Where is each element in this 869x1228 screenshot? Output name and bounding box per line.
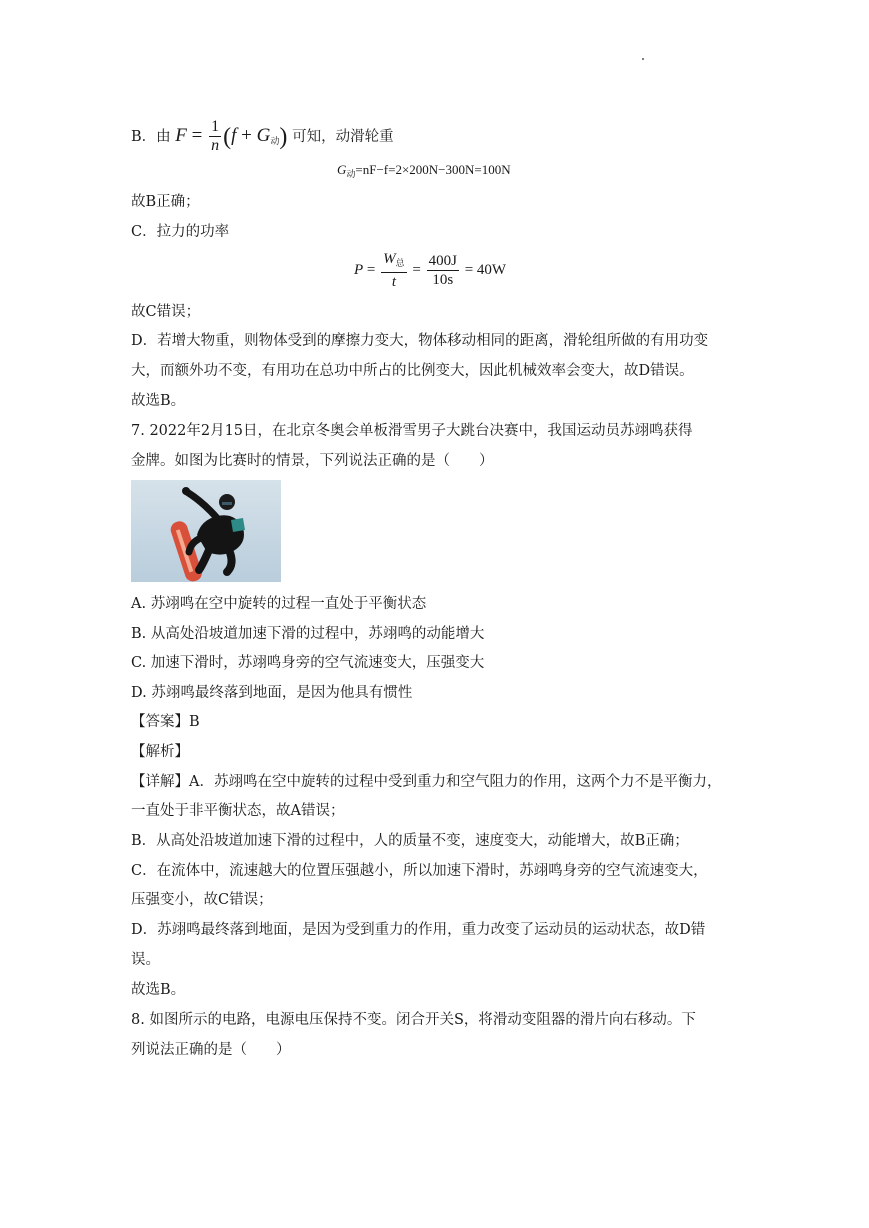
choose-b-line: 故选B。 (131, 393, 186, 409)
detail-line-4: C．在流体中，流速越大的位置压强越小，所以加速下滑时，苏翊鸣身旁的空气流速变大， (131, 863, 708, 879)
question-7-line-1: 7. 2022年2月15日，在北京冬奥会单板滑雪男子大跳台决赛中，我国运动员苏翊鸣获得 (131, 423, 693, 439)
part-b-tail: 可知，动滑轮重 (292, 128, 394, 145)
choose-b-line-2: 故选B。 (131, 982, 186, 998)
snowboarder-photo (131, 480, 281, 582)
detail-line-6: D．苏翊鸣最终落到地面，是因为受到重力的作用，重力改变了运动员的运动状态，故D错 (131, 922, 706, 938)
part-b-line (131, 118, 394, 155)
detail-line-1: 【详解】A．苏翊鸣在空中旋转的过程中受到重力和空气阻力的作用，这两个力不是平衡力， (131, 774, 722, 790)
part-b-formula: F = $\frac{1}{n}$ $(f + G_动)$ (175, 118, 288, 154)
part-b-equation: $G_动=nF-f=2\times 200N-300N=100N$ (337, 162, 511, 179)
question-7-option-b: B. 从高处沿坡道加速下滑的过程中，苏翊鸣的动能增大 (131, 626, 485, 642)
detail-line-7: 误。 (131, 952, 160, 968)
part-b-label: B．由 (131, 128, 171, 145)
answer-line: 【答案】B (131, 714, 200, 730)
part-c-conclusion: 故C错误； (131, 304, 201, 320)
part-d-line-2: 大，而额外功不变，有用功在总功中所占的比例变大，因此机械效率会变大，故D错误。 (131, 363, 694, 379)
question-7-option-c: C. 加速下滑时，苏翊鸣身旁的空气流速变大，压强变大 (131, 655, 485, 671)
question-8-line-2: 列说法正确的是（ ） (131, 1042, 291, 1058)
detail-line-3: B．从高处沿坡道加速下滑的过程中，人的质量不变，速度变大，动能增大，故B正确； (131, 833, 689, 849)
question-7-option-a: A. 苏翊鸣在空中旋转的过程一直处于平衡状态 (131, 596, 427, 612)
detail-line-2: 一直处于非平衡状态，故A错误； (131, 803, 345, 819)
question-7-option-d: D. 苏翊鸣最终落到地面，是因为他具有惯性 (131, 685, 413, 701)
part-c-label: C．拉力的功率 (131, 224, 230, 240)
detail-line-5: 压强变小，故C错误； (131, 892, 273, 908)
analysis-title: 【解析】 (131, 744, 189, 760)
part-d-line-1: D．若增大物重，则物体受到的摩擦力变大，物体移动相同的距离，滑轮组所做的有用功变 (131, 333, 709, 349)
part-b-conclusion: 故B正确； (131, 194, 200, 210)
part-c-formula: P = $\frac{W_总}{t}$ = $\frac{400J}{10s}$ = 40W (354, 251, 507, 290)
question-7-line-2: 金牌。如图为比赛时的情景，下列说法正确的是（ ） (131, 453, 494, 469)
question-8-line-1: 8. 如图所示的电路，电源电压保持不变。闭合开关S，将滑动变阻器的滑片向右移动。下 (131, 1012, 696, 1028)
page-dot (642, 58, 644, 60)
